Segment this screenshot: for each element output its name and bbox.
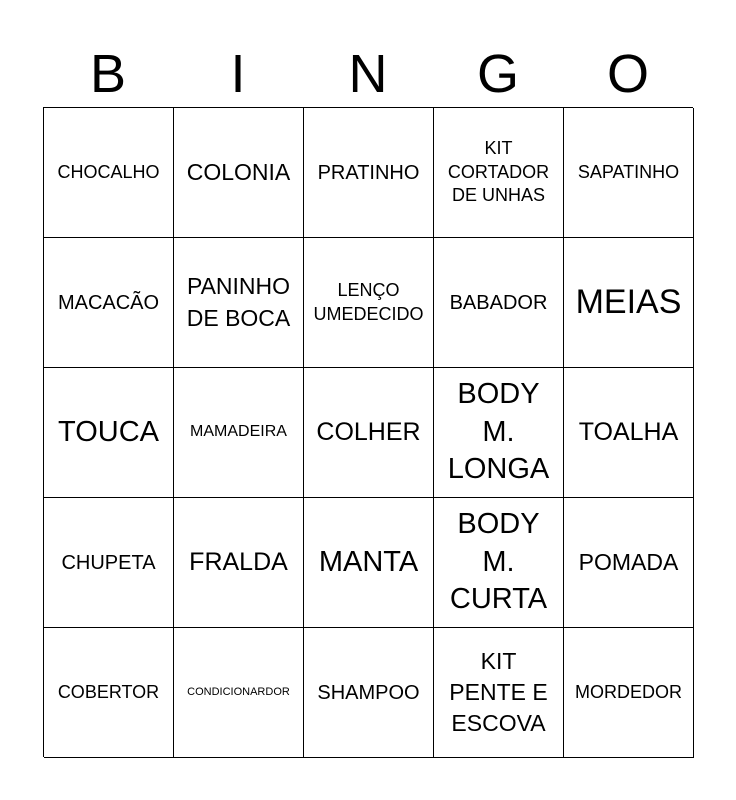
bingo-cell[interactable] (174, 108, 304, 238)
bingo-cell-text: FRALDA (189, 547, 288, 576)
header-letter-o: O (606, 44, 649, 104)
bingo-cell[interactable] (304, 498, 434, 628)
bingo-cell-text: MAMADEIRA (190, 423, 287, 441)
bingo-cell[interactable] (304, 628, 434, 758)
header-letter-n: N (348, 44, 388, 104)
bingo-cell-text: CHUPETA (61, 551, 156, 574)
bingo-cell-text: CHOCALHO (57, 161, 160, 182)
bingo-cell-text: PANINHO DE BOCA (186, 273, 291, 331)
bingo-cell-text: MORDEDOR (575, 681, 682, 702)
bingo-cell[interactable] (564, 368, 694, 498)
bingo-cell[interactable] (44, 628, 174, 758)
bingo-cell[interactable] (174, 498, 304, 628)
bingo-cell-text: KIT PENTE E ESCOVA (449, 647, 548, 737)
bingo-cell-text: KIT CORTADOR DE UNHAS (447, 138, 550, 206)
bingo-cell-text: COBERTOR (57, 681, 160, 702)
bingo-cell[interactable] (434, 368, 564, 498)
bingo-cell-text: TOALHA (578, 417, 679, 446)
bingo-cell[interactable] (564, 498, 694, 628)
bingo-cell-text: COLHER (316, 417, 421, 446)
bingo-cell[interactable] (434, 108, 564, 238)
bingo-header (43, 40, 693, 108)
bingo-cell[interactable] (304, 238, 434, 368)
bingo-cell-text: CONDICIONARDOR (187, 685, 290, 698)
header-letter-i: I (230, 44, 246, 104)
bingo-cell[interactable] (304, 368, 434, 498)
bingo-cell-text: SAPATINHO (577, 161, 680, 182)
header-letter-g: G (476, 44, 519, 104)
bingo-cell[interactable] (174, 628, 304, 758)
bingo-cell[interactable] (174, 368, 304, 498)
bingo-cell-text: TOUCA (58, 415, 159, 448)
bingo-cell-text: BODY M. CURTA (449, 507, 548, 616)
bingo-cell[interactable] (434, 238, 564, 368)
bingo-cell[interactable] (44, 108, 174, 238)
bingo-cell-text: MACACÃO (57, 291, 160, 314)
header-letter-b: B (89, 44, 127, 104)
bingo-cell-text: COLONIA (186, 158, 291, 185)
bingo-cell[interactable] (174, 238, 304, 368)
bingo-cell-text: SHAMPOO (317, 681, 420, 704)
bingo-cell-text: BODY M. LONGA (447, 377, 550, 486)
bingo-cell-text: MEIAS (575, 283, 682, 322)
bingo-card-grid (43, 107, 693, 757)
bingo-cell-text: LENÇO UMEDECIDO (313, 280, 424, 324)
bingo-cell[interactable] (44, 498, 174, 628)
bingo-cell-text: BABADOR (449, 291, 548, 314)
bingo-cell[interactable] (304, 108, 434, 238)
bingo-cell[interactable] (44, 368, 174, 498)
bingo-cell-text: PRATINHO (317, 161, 420, 184)
bingo-cell-text: MANTA (318, 545, 419, 578)
bingo-cell[interactable] (564, 238, 694, 368)
bingo-cell[interactable] (434, 628, 564, 758)
bingo-cell[interactable] (564, 628, 694, 758)
bingo-cell[interactable] (564, 108, 694, 238)
bingo-cell[interactable] (434, 498, 564, 628)
bingo-cell[interactable] (44, 238, 174, 368)
bingo-cell-text: POMADA (578, 548, 679, 575)
